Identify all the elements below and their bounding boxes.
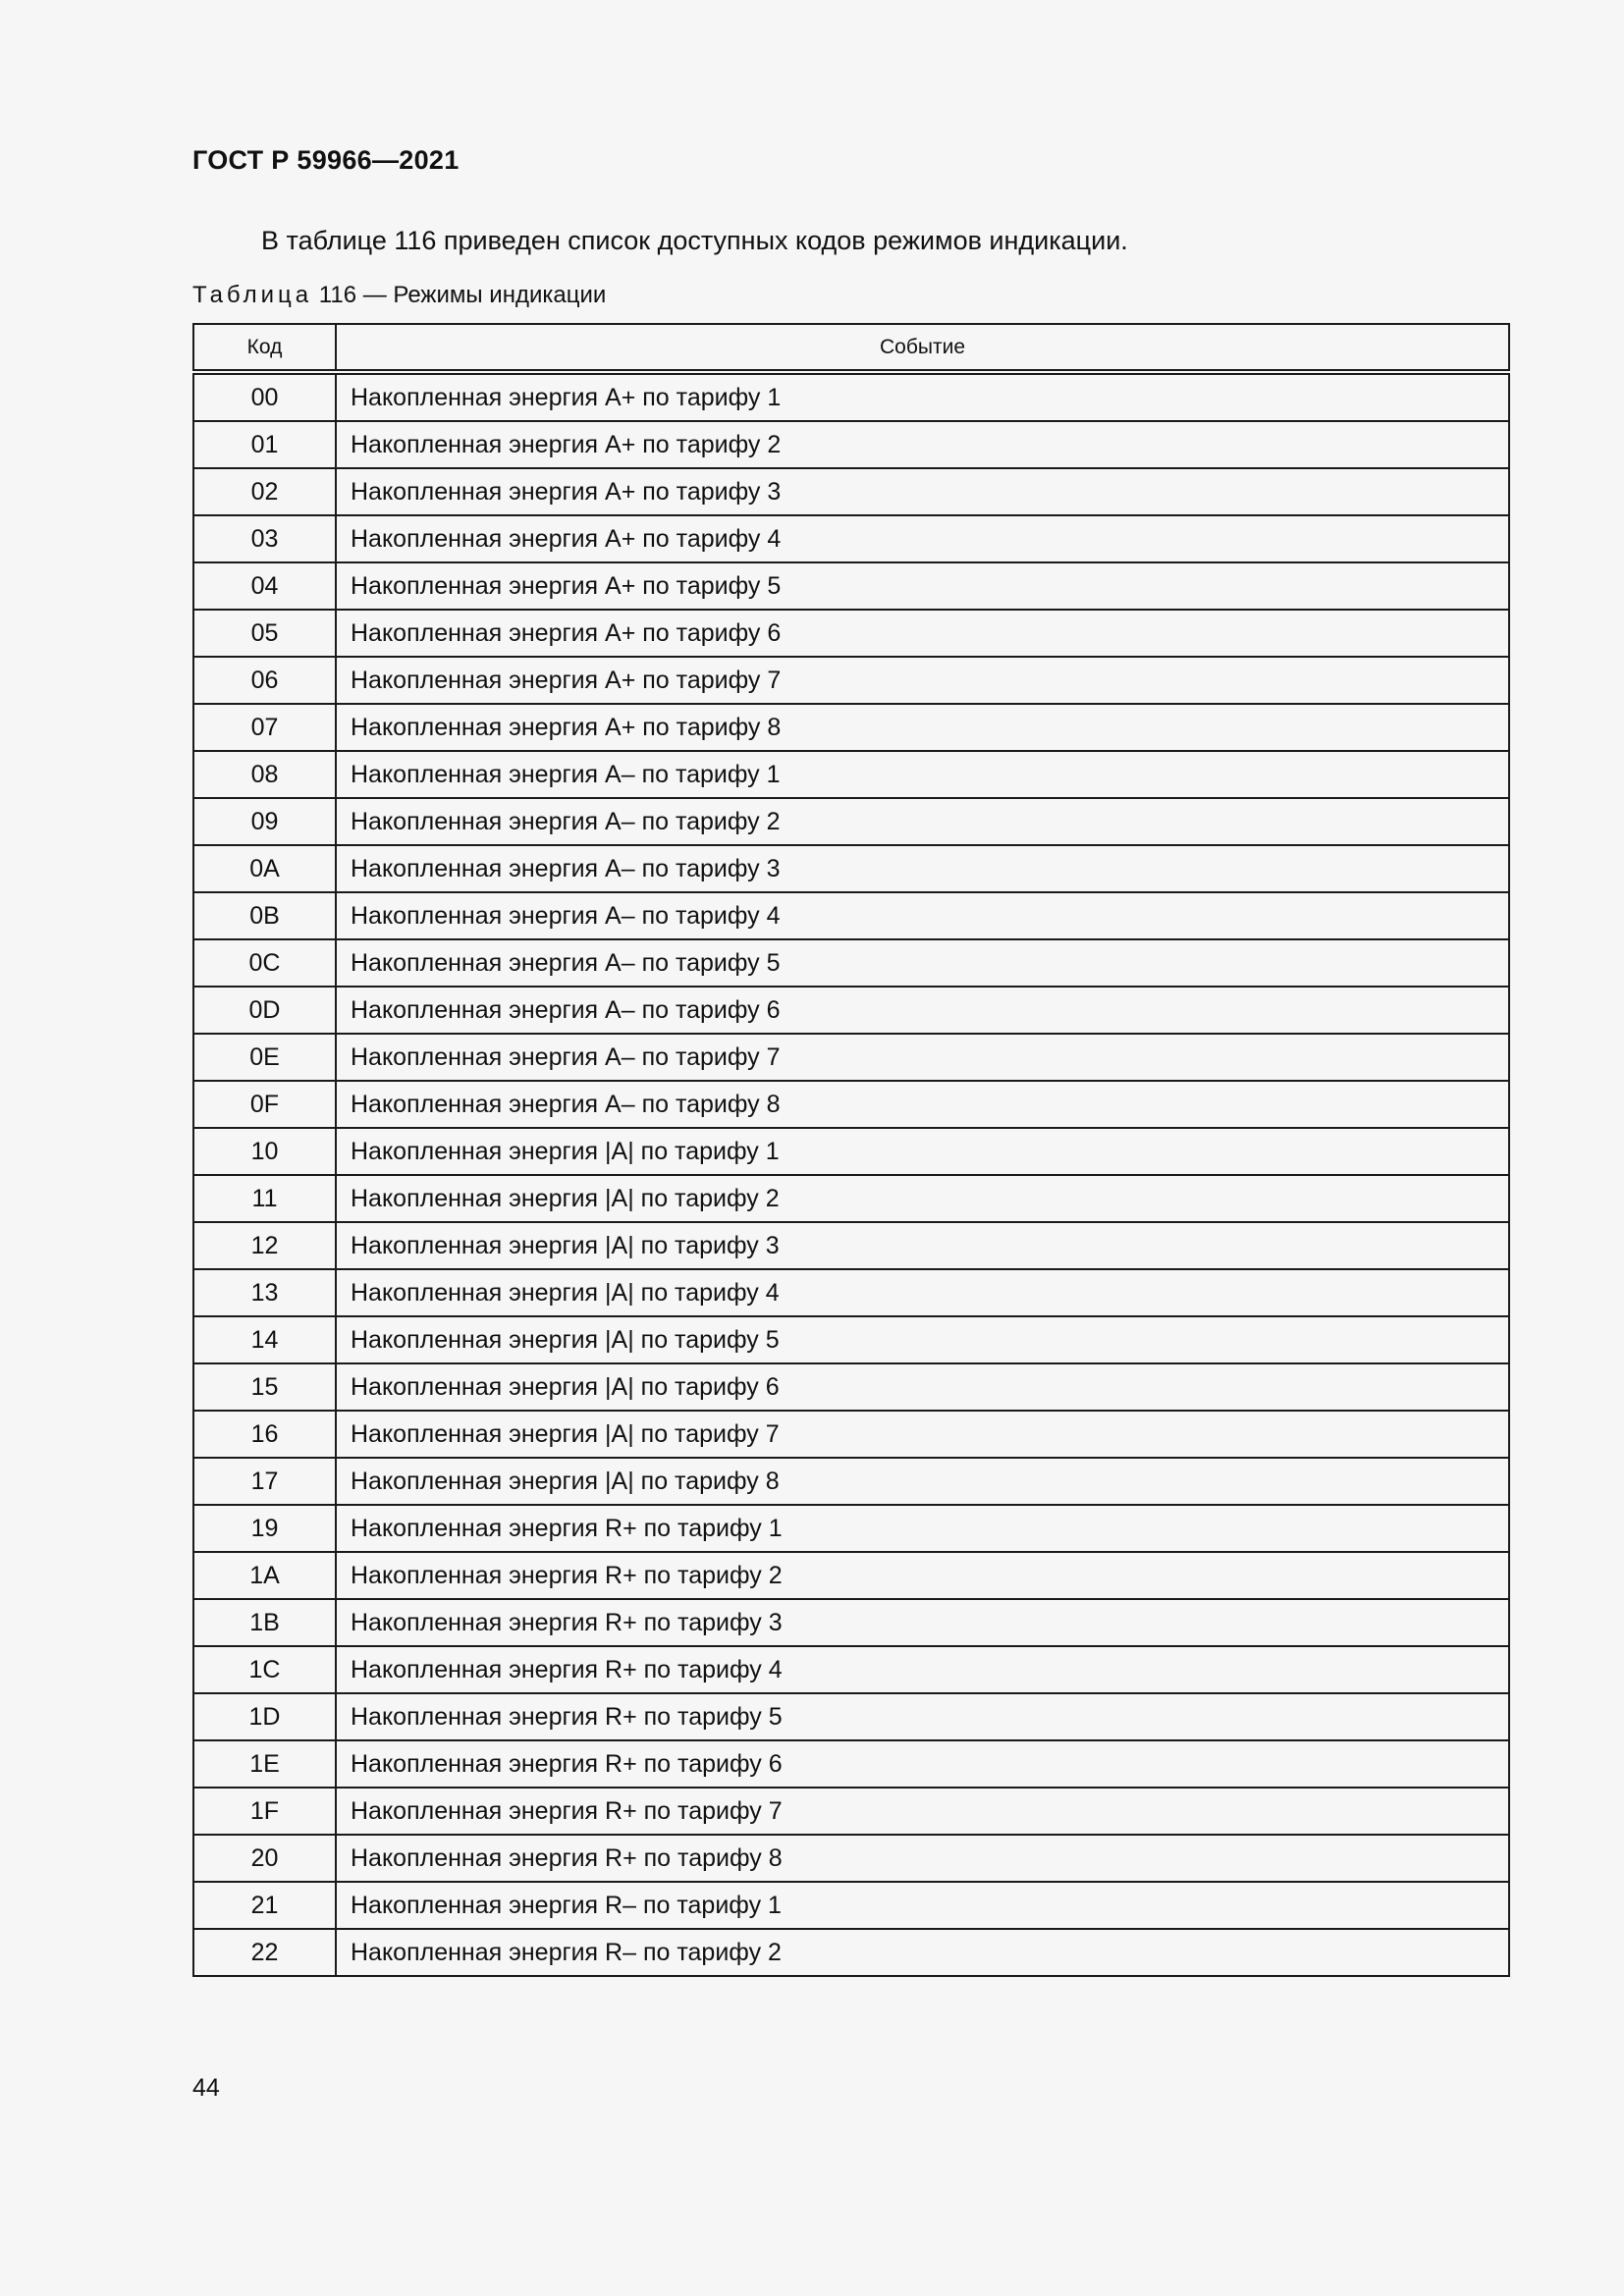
table-row bbox=[193, 1411, 1509, 1458]
table-row bbox=[193, 372, 1509, 421]
table-row bbox=[193, 1882, 1509, 1929]
table-row bbox=[193, 468, 1509, 515]
cell-event: Накопленная энергия А+ по тарифу 5 bbox=[336, 562, 1509, 610]
table-row bbox=[193, 562, 1509, 610]
page-number: 44 bbox=[192, 2074, 220, 2102]
table-row bbox=[193, 1363, 1509, 1411]
cell-code: 0B bbox=[193, 892, 336, 939]
table-row bbox=[193, 1835, 1509, 1882]
cell-event: Накопленная энергия R+ по тарифу 2 bbox=[336, 1552, 1509, 1599]
intro-paragraph: В таблице 116 приведен список доступных кодов режимов индикации. bbox=[261, 226, 1128, 255]
cell-event: Накопленная энергия R+ по тарифу 4 bbox=[336, 1646, 1509, 1693]
cell-event: Накопленная энергия R+ по тарифу 8 bbox=[336, 1835, 1509, 1882]
cell-event: Накопленная энергия А– по тарифу 5 bbox=[336, 939, 1509, 987]
cell-event: Накопленная энергия |А| по тарифу 2 bbox=[336, 1175, 1509, 1222]
cell-event: Накопленная энергия А+ по тарифу 6 bbox=[336, 610, 1509, 657]
cell-event: Накопленная энергия А– по тарифу 2 bbox=[336, 798, 1509, 845]
table-row bbox=[193, 987, 1509, 1034]
cell-code: 08 bbox=[193, 751, 336, 798]
cell-event: Накопленная энергия А+ по тарифу 4 bbox=[336, 515, 1509, 562]
indication-modes-table bbox=[192, 323, 1510, 1977]
cell-event: Накопленная энергия А– по тарифу 8 bbox=[336, 1081, 1509, 1128]
table-row bbox=[193, 610, 1509, 657]
cell-code: 12 bbox=[193, 1222, 336, 1269]
cell-event: Накопленная энергия А– по тарифу 3 bbox=[336, 845, 1509, 892]
table-row bbox=[193, 845, 1509, 892]
table-row bbox=[193, 1740, 1509, 1788]
cell-event: Накопленная энергия |А| по тарифу 6 bbox=[336, 1363, 1509, 1411]
cell-code: 1B bbox=[193, 1599, 336, 1646]
cell-code: 01 bbox=[193, 421, 336, 468]
cell-event: Накопленная энергия R+ по тарифу 3 bbox=[336, 1599, 1509, 1646]
cell-code: 04 bbox=[193, 562, 336, 610]
cell-code: 07 bbox=[193, 704, 336, 751]
cell-event: Накопленная энергия R+ по тарифу 1 bbox=[336, 1505, 1509, 1552]
table-row bbox=[193, 704, 1509, 751]
table-row bbox=[193, 751, 1509, 798]
table-row bbox=[193, 1929, 1509, 1976]
cell-event: Накопленная энергия R+ по тарифу 5 bbox=[336, 1693, 1509, 1740]
cell-event: Накопленная энергия |А| по тарифу 8 bbox=[336, 1458, 1509, 1505]
column-header-code: Код bbox=[193, 324, 336, 372]
column-header-event: Событие bbox=[336, 324, 1509, 372]
table-row bbox=[193, 657, 1509, 704]
table-row bbox=[193, 1693, 1509, 1740]
cell-event: Накопленная энергия А– по тарифу 6 bbox=[336, 987, 1509, 1034]
table-row bbox=[193, 1128, 1509, 1175]
cell-event: Накопленная энергия А– по тарифу 1 bbox=[336, 751, 1509, 798]
table-row bbox=[193, 892, 1509, 939]
cell-code: 0E bbox=[193, 1034, 336, 1081]
cell-event: Накопленная энергия |А| по тарифу 7 bbox=[336, 1411, 1509, 1458]
table-row bbox=[193, 1034, 1509, 1081]
table-row bbox=[193, 421, 1509, 468]
cell-code: 16 bbox=[193, 1411, 336, 1458]
cell-event: Накопленная энергия R+ по тарифу 7 bbox=[336, 1788, 1509, 1835]
cell-event: Накопленная энергия А+ по тарифу 3 bbox=[336, 468, 1509, 515]
table-body bbox=[193, 372, 1509, 1976]
table-row bbox=[193, 798, 1509, 845]
cell-code: 1E bbox=[193, 1740, 336, 1788]
cell-code: 0F bbox=[193, 1081, 336, 1128]
cell-code: 0A bbox=[193, 845, 336, 892]
cell-code: 19 bbox=[193, 1505, 336, 1552]
table-row bbox=[193, 1316, 1509, 1363]
cell-code: 11 bbox=[193, 1175, 336, 1222]
cell-event: Накопленная энергия А+ по тарифу 8 bbox=[336, 704, 1509, 751]
table-caption-text: 116 — Режимы индикации bbox=[318, 282, 607, 308]
cell-code: 15 bbox=[193, 1363, 336, 1411]
cell-event: Накопленная энергия А– по тарифу 7 bbox=[336, 1034, 1509, 1081]
table-row bbox=[193, 1081, 1509, 1128]
cell-event: Накопленная энергия |А| по тарифу 5 bbox=[336, 1316, 1509, 1363]
table-caption-label: Таблица bbox=[192, 282, 313, 308]
cell-code: 0D bbox=[193, 987, 336, 1034]
table-row bbox=[193, 1269, 1509, 1316]
cell-event: Накопленная энергия |А| по тарифу 1 bbox=[336, 1128, 1509, 1175]
table-row bbox=[193, 1788, 1509, 1835]
cell-event: Накопленная энергия |А| по тарифу 4 bbox=[336, 1269, 1509, 1316]
table-header-row bbox=[193, 324, 1509, 372]
cell-code: 06 bbox=[193, 657, 336, 704]
cell-event: Накопленная энергия R+ по тарифу 6 bbox=[336, 1740, 1509, 1788]
cell-event: Накопленная энергия А+ по тарифу 7 bbox=[336, 657, 1509, 704]
cell-code: 1F bbox=[193, 1788, 336, 1835]
cell-code: 02 bbox=[193, 468, 336, 515]
table-row bbox=[193, 1552, 1509, 1599]
document-header: ГОСТ Р 59966—2021 bbox=[192, 145, 460, 175]
cell-event: Накопленная энергия R– по тарифу 2 bbox=[336, 1929, 1509, 1976]
cell-event: Накопленная энергия А– по тарифу 4 bbox=[336, 892, 1509, 939]
cell-code: 00 bbox=[193, 372, 336, 421]
cell-code: 20 bbox=[193, 1835, 336, 1882]
cell-code: 05 bbox=[193, 610, 336, 657]
table-row bbox=[193, 1599, 1509, 1646]
cell-event: Накопленная энергия R– по тарифу 1 bbox=[336, 1882, 1509, 1929]
cell-code: 1A bbox=[193, 1552, 336, 1599]
cell-event: Накопленная энергия А+ по тарифу 2 bbox=[336, 421, 1509, 468]
cell-code: 09 bbox=[193, 798, 336, 845]
table-row bbox=[193, 1646, 1509, 1693]
cell-code: 1C bbox=[193, 1646, 336, 1693]
cell-code: 03 bbox=[193, 515, 336, 562]
cell-code: 21 bbox=[193, 1882, 336, 1929]
cell-code: 0C bbox=[193, 939, 336, 987]
table-row bbox=[193, 1458, 1509, 1505]
table-row bbox=[193, 1505, 1509, 1552]
modes-table-container bbox=[192, 323, 1508, 1977]
table-caption bbox=[192, 282, 606, 309]
table-row bbox=[193, 939, 1509, 987]
cell-code: 22 bbox=[193, 1929, 336, 1976]
cell-code: 14 bbox=[193, 1316, 336, 1363]
cell-code: 17 bbox=[193, 1458, 336, 1505]
table-row bbox=[193, 1222, 1509, 1269]
cell-code: 1D bbox=[193, 1693, 336, 1740]
cell-event: Накопленная энергия А+ по тарифу 1 bbox=[336, 372, 1509, 421]
table-row bbox=[193, 1175, 1509, 1222]
cell-code: 10 bbox=[193, 1128, 336, 1175]
cell-event: Накопленная энергия |А| по тарифу 3 bbox=[336, 1222, 1509, 1269]
cell-code: 13 bbox=[193, 1269, 336, 1316]
table-row bbox=[193, 515, 1509, 562]
